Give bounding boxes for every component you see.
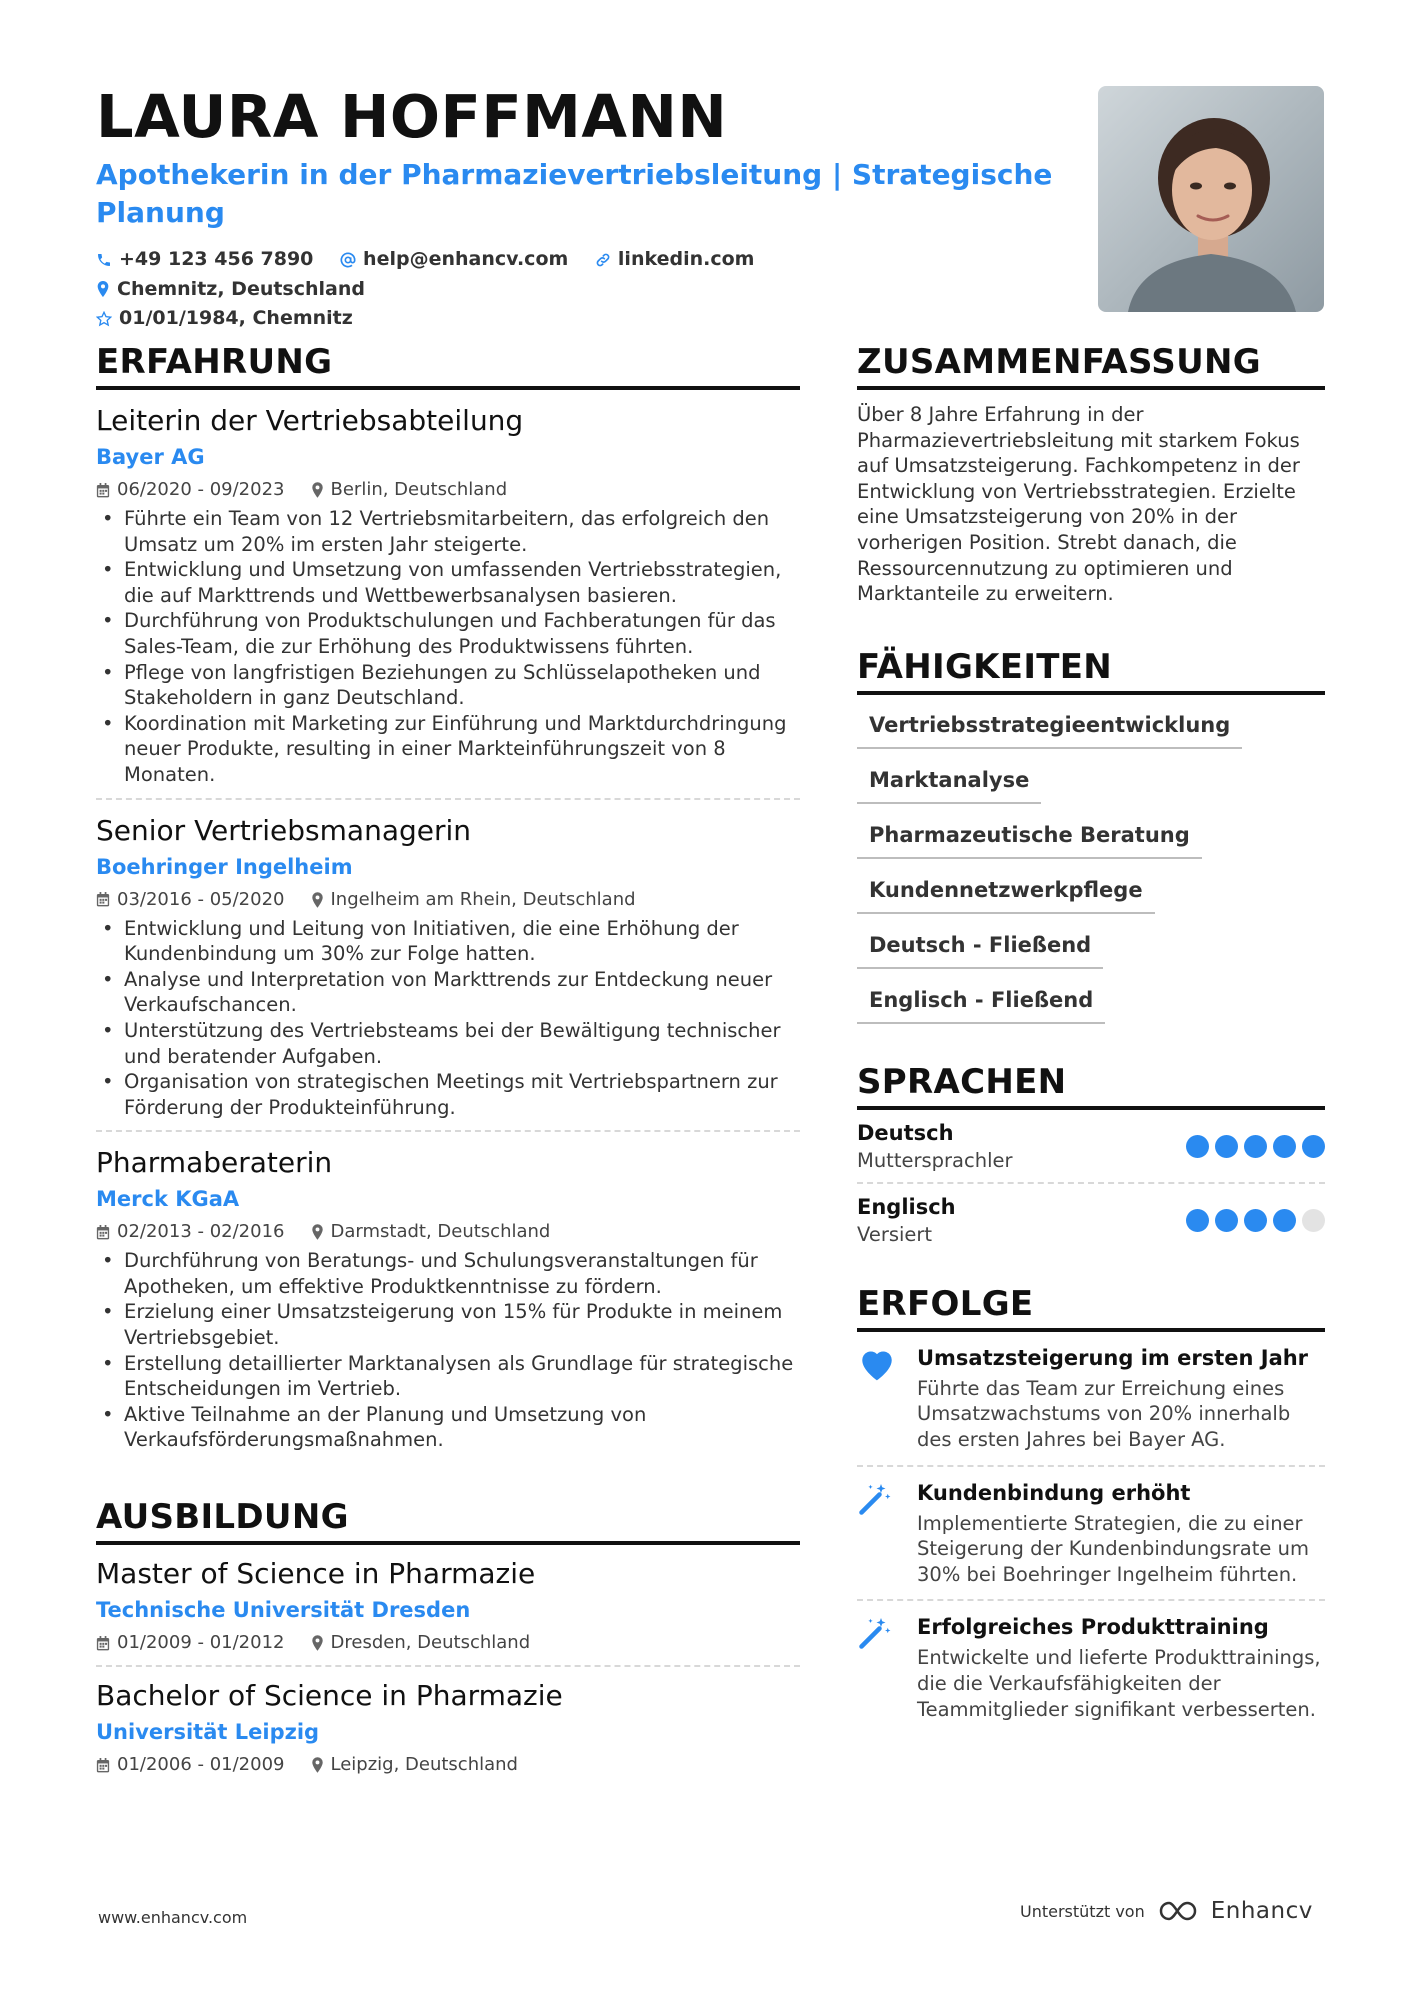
education-list bbox=[96, 1545, 800, 1787]
location-pin-icon bbox=[311, 892, 324, 908]
calendar-icon bbox=[96, 892, 110, 907]
company-name: Boehringer Ingelheim bbox=[96, 854, 353, 879]
language-rating bbox=[1180, 1135, 1325, 1158]
skill-tag: Deutsch - Fließend bbox=[857, 925, 1103, 969]
experience-list bbox=[96, 390, 800, 1463]
experience-bullet: • Entwicklung und Leitung von Initiativen, die eine Erhöhung der Kundenbindung um 30% zur Folge hatten. bbox=[96, 916, 800, 967]
language-rating bbox=[1180, 1209, 1325, 1232]
calendar-icon bbox=[96, 1636, 110, 1651]
rating-dot bbox=[1302, 1209, 1325, 1232]
experience-bullet: • Führte ein Team von 12 Vertriebsmitarbeitern, das erfolgreich den Umsatz um 20% im ersten Jahr steigerte. bbox=[96, 506, 800, 557]
profile-photo bbox=[1098, 86, 1324, 312]
contact-email[interactable] bbox=[340, 246, 568, 273]
language-name: Deutsch bbox=[857, 1120, 954, 1145]
achievement-entry bbox=[857, 1601, 1325, 1734]
resume-header bbox=[96, 84, 1056, 335]
language-info bbox=[857, 1120, 1013, 1174]
experience-bullet: • Pflege von langfristigen Beziehungen zu Schlüsselapotheken und Stakeholdern in ganz Deutschland. bbox=[96, 660, 800, 711]
languages-heading: SPRACHEN bbox=[857, 1060, 1325, 1110]
experience-bullet: • Durchführung von Produktschulungen und Fachberatungen für das Sales-Team, die zur Erhöhung des Produktwissens führten. bbox=[96, 608, 800, 659]
experience-bullets bbox=[96, 506, 800, 788]
magic-wand-icon bbox=[857, 1615, 893, 1651]
contact-linkedin[interactable] bbox=[595, 246, 755, 273]
job-dates-text: 02/2013 - 02/2016 bbox=[117, 1221, 285, 1243]
footer-website[interactable]: www.enhancv.com bbox=[98, 1908, 248, 1927]
calendar-icon bbox=[96, 1758, 110, 1773]
achievement-body bbox=[917, 1479, 1325, 1588]
rating-dot bbox=[1215, 1209, 1238, 1232]
achievement-entry bbox=[857, 1467, 1325, 1602]
education-heading: AUSBILDUNG bbox=[96, 1495, 800, 1545]
education-dates bbox=[96, 1751, 285, 1779]
job-location bbox=[311, 476, 508, 504]
job-title: Leiterin der Vertriebsabteilung bbox=[96, 404, 524, 437]
location-pin-icon bbox=[311, 1635, 324, 1651]
job-title: Pharmaberaterin bbox=[96, 1146, 333, 1180]
experience-bullet: • Erzielung einer Umsatzsteigerung von 15% für Produkte in meinem Vertriebsgebiet. bbox=[96, 1299, 800, 1350]
contact-birth bbox=[96, 305, 353, 332]
language-level: Versiert bbox=[857, 1222, 933, 1246]
education-location-text: Dresden, Deutschland bbox=[330, 1632, 531, 1654]
footer-powered-by bbox=[1020, 1898, 1313, 1924]
experience-bullets bbox=[96, 1248, 800, 1453]
location-pin-icon bbox=[311, 482, 324, 498]
contact-phone bbox=[96, 246, 313, 273]
company-name: Merck KGaA bbox=[96, 1187, 240, 1212]
rating-dot bbox=[1273, 1209, 1296, 1232]
experience-bullet: • Aktive Teilnahme an der Planung und Umsetzung von Verkaufsförderungsmaßnahmen. bbox=[96, 1402, 800, 1453]
candidate-name: LAURA HOFFMANN bbox=[96, 82, 728, 151]
education-entry bbox=[96, 1667, 800, 1787]
language-level: Muttersprachler bbox=[857, 1148, 1013, 1172]
job-location bbox=[311, 886, 636, 914]
experience-bullet: • Unterstützung des Vertriebsteams bei der Bewältigung technischer und beratender Aufgaben. bbox=[96, 1018, 800, 1069]
achievement-desc: Entwickelte und lieferte Produkttrainings, die die Verkaufsfähigkeiten der Teammitglieder signifikant verbesserten. bbox=[917, 1646, 1321, 1721]
phone-text: +49 123 456 7890 bbox=[119, 248, 314, 270]
experience-bullet: • Koordination mit Marketing zur Einführung und Marktdurchdringung neuer Produkte, resulting in einer Markteinführungszeit von 8 Monaten. bbox=[96, 711, 800, 788]
experience-heading: ERFAHRUNG bbox=[96, 340, 800, 390]
skill-tag: Vertriebsstrategieentwicklung bbox=[857, 705, 1242, 749]
education-dates-text: 01/2009 - 01/2012 bbox=[117, 1632, 285, 1654]
brand-name: Enhancv bbox=[1210, 1898, 1313, 1924]
job-location bbox=[311, 1218, 551, 1246]
link-icon bbox=[595, 252, 611, 268]
location-pin-icon bbox=[311, 1224, 324, 1240]
achievements-list bbox=[857, 1332, 1325, 1734]
achievement-desc: Implementierte Strategien, die zu einer Steigerung der Kundenbindungsrate um 30% bei Boehringer Ingelheim führten. bbox=[917, 1511, 1309, 1586]
language-entry bbox=[857, 1110, 1325, 1184]
achievement-icon bbox=[857, 1613, 917, 1722]
language-info bbox=[857, 1194, 956, 1248]
job-meta bbox=[96, 886, 800, 914]
school-name: Universität Leipzig bbox=[96, 1720, 320, 1745]
experience-bullet: • Organisation von strategischen Meetings mit Vertriebspartnern zur Förderung der Produkteinführung. bbox=[96, 1069, 800, 1120]
rating-dot bbox=[1244, 1135, 1267, 1158]
degree-title: Bachelor of Science in Pharmazie bbox=[96, 1679, 563, 1713]
education-dates bbox=[96, 1629, 285, 1657]
education-location-text: Leipzig, Deutschland bbox=[330, 1754, 518, 1776]
job-dates bbox=[96, 476, 285, 504]
skills-list bbox=[857, 705, 1325, 1024]
education-dates-text: 01/2006 - 01/2009 bbox=[117, 1754, 285, 1776]
job-dates-text: 03/2016 - 05/2020 bbox=[117, 888, 285, 910]
achievement-desc: Führte das Team zur Erreichung eines Umsatzwachstums von 20% innerhalb des ersten Jahres bei Bayer AG. bbox=[917, 1376, 1291, 1451]
phone-icon bbox=[96, 252, 112, 268]
experience-bullet: • Analyse und Interpretation von Markttrends zur Entdeckung neuer Verkaufschancen. bbox=[96, 967, 800, 1018]
rating-dot bbox=[1215, 1135, 1238, 1158]
languages-list bbox=[857, 1110, 1325, 1256]
location-text: Chemnitz, Deutschland bbox=[117, 277, 365, 300]
experience-bullet: • Durchführung von Beratungs- und Schulungsveranstaltungen für Apotheken, um effektive Produktkenntnisse zu fördern. bbox=[96, 1248, 800, 1299]
education-meta bbox=[96, 1629, 800, 1657]
achievement-body bbox=[917, 1613, 1325, 1722]
school-name: Technische Universität Dresden bbox=[96, 1598, 471, 1623]
experience-bullets bbox=[96, 916, 800, 1121]
job-meta bbox=[96, 476, 800, 504]
job-dates bbox=[96, 1218, 285, 1246]
birth-text: 01/01/1984, Chemnitz bbox=[119, 307, 353, 329]
experience-bullet: • Erstellung detaillierter Marktanalysen als Grundlage für strategische Entscheidungen im Vertrieb. bbox=[96, 1351, 800, 1402]
education-location bbox=[311, 1751, 518, 1779]
calendar-icon bbox=[96, 1225, 110, 1240]
magic-wand-icon bbox=[857, 1481, 893, 1517]
summary-text: Über 8 Jahre Erfahrung in der Pharmazievertriebsleitung mit starkem Fokus auf Umsatzsteigerung. Fachkompetenz in der Entwicklung von Vertriebsstrategien. Erzielte eine Umsatzsteigerung von 20% in der vorherigen Position. Strebt danach, die Ressourcennutzung zu optimieren und Marktanteile zu erweitern. bbox=[857, 403, 1300, 606]
rating-dot bbox=[1244, 1209, 1267, 1232]
powered-text: Unterstützt von bbox=[1020, 1901, 1145, 1921]
job-dates bbox=[96, 886, 285, 914]
language-entry bbox=[857, 1184, 1325, 1256]
skill-tag: Marktanalyse bbox=[857, 760, 1041, 804]
star-icon bbox=[96, 311, 112, 327]
location-pin-icon bbox=[96, 281, 110, 297]
email-text[interactable]: help@enhancv.com bbox=[363, 248, 569, 270]
rating-dot bbox=[1186, 1209, 1209, 1232]
summary-heading: ZUSAMMENFASSUNG bbox=[857, 340, 1325, 390]
job-location-text: Berlin, Deutschland bbox=[330, 479, 508, 500]
contact-list bbox=[96, 246, 1056, 335]
job-meta bbox=[96, 1218, 800, 1246]
experience-entry bbox=[96, 390, 800, 800]
rating-dot bbox=[1302, 1135, 1325, 1158]
degree-title: Master of Science in Pharmazie bbox=[96, 1557, 536, 1591]
experience-entry bbox=[96, 1132, 800, 1463]
skill-tag: Englisch - Fließend bbox=[857, 980, 1105, 1024]
skill-tag: Pharmazeutische Beratung bbox=[857, 815, 1202, 859]
achievement-icon bbox=[857, 1479, 917, 1588]
language-name: Englisch bbox=[857, 1194, 956, 1219]
job-location-text: Darmstadt, Deutschland bbox=[330, 1221, 551, 1243]
achievement-title: Kundenbindung erhöht bbox=[917, 1480, 1191, 1505]
achievement-title: Umsatzsteigerung im ersten Jahr bbox=[917, 1345, 1309, 1370]
calendar-icon bbox=[96, 483, 110, 498]
education-entry bbox=[96, 1545, 800, 1667]
experience-bullet: • Entwicklung und Umsetzung von umfassenden Vertriebsstrategien, die auf Markttrends und Wettbewerbsanalysen basieren. bbox=[96, 557, 800, 608]
education-location bbox=[311, 1629, 531, 1657]
heart-icon bbox=[857, 1346, 897, 1382]
job-title: Senior Vertriebsmanagerin bbox=[96, 813, 472, 847]
contact-location bbox=[96, 276, 365, 303]
achievement-entry bbox=[857, 1332, 1325, 1467]
skill-tag: Kundennetzwerkpflege bbox=[857, 870, 1155, 914]
job-dates-text: 06/2020 - 09/2023 bbox=[117, 479, 285, 500]
achievements-heading: ERFOLGE bbox=[857, 1282, 1325, 1332]
candidate-headline: Apothekerin in der Pharmazievertriebsleitung | Strategische Planung bbox=[96, 158, 1053, 229]
achievement-body bbox=[917, 1344, 1325, 1453]
left-column bbox=[96, 340, 800, 1787]
job-location-text: Ingelheim am Rhein, Deutschland bbox=[330, 888, 636, 910]
achievement-icon bbox=[857, 1344, 917, 1453]
location-pin-icon bbox=[311, 1757, 324, 1773]
rating-dot bbox=[1186, 1135, 1209, 1158]
linkedin-text[interactable]: linkedin.com bbox=[617, 248, 755, 270]
at-icon bbox=[340, 252, 356, 268]
company-name: Bayer AG bbox=[96, 445, 205, 469]
education-meta bbox=[96, 1751, 800, 1779]
experience-entry bbox=[96, 800, 800, 1133]
skills-heading: FÄHIGKEITEN bbox=[857, 645, 1325, 695]
enhancv-logo-icon bbox=[1157, 1899, 1205, 1923]
right-column bbox=[857, 340, 1325, 1734]
rating-dot bbox=[1273, 1135, 1296, 1158]
achievement-title: Erfolgreiches Produkttraining bbox=[917, 1615, 1269, 1640]
